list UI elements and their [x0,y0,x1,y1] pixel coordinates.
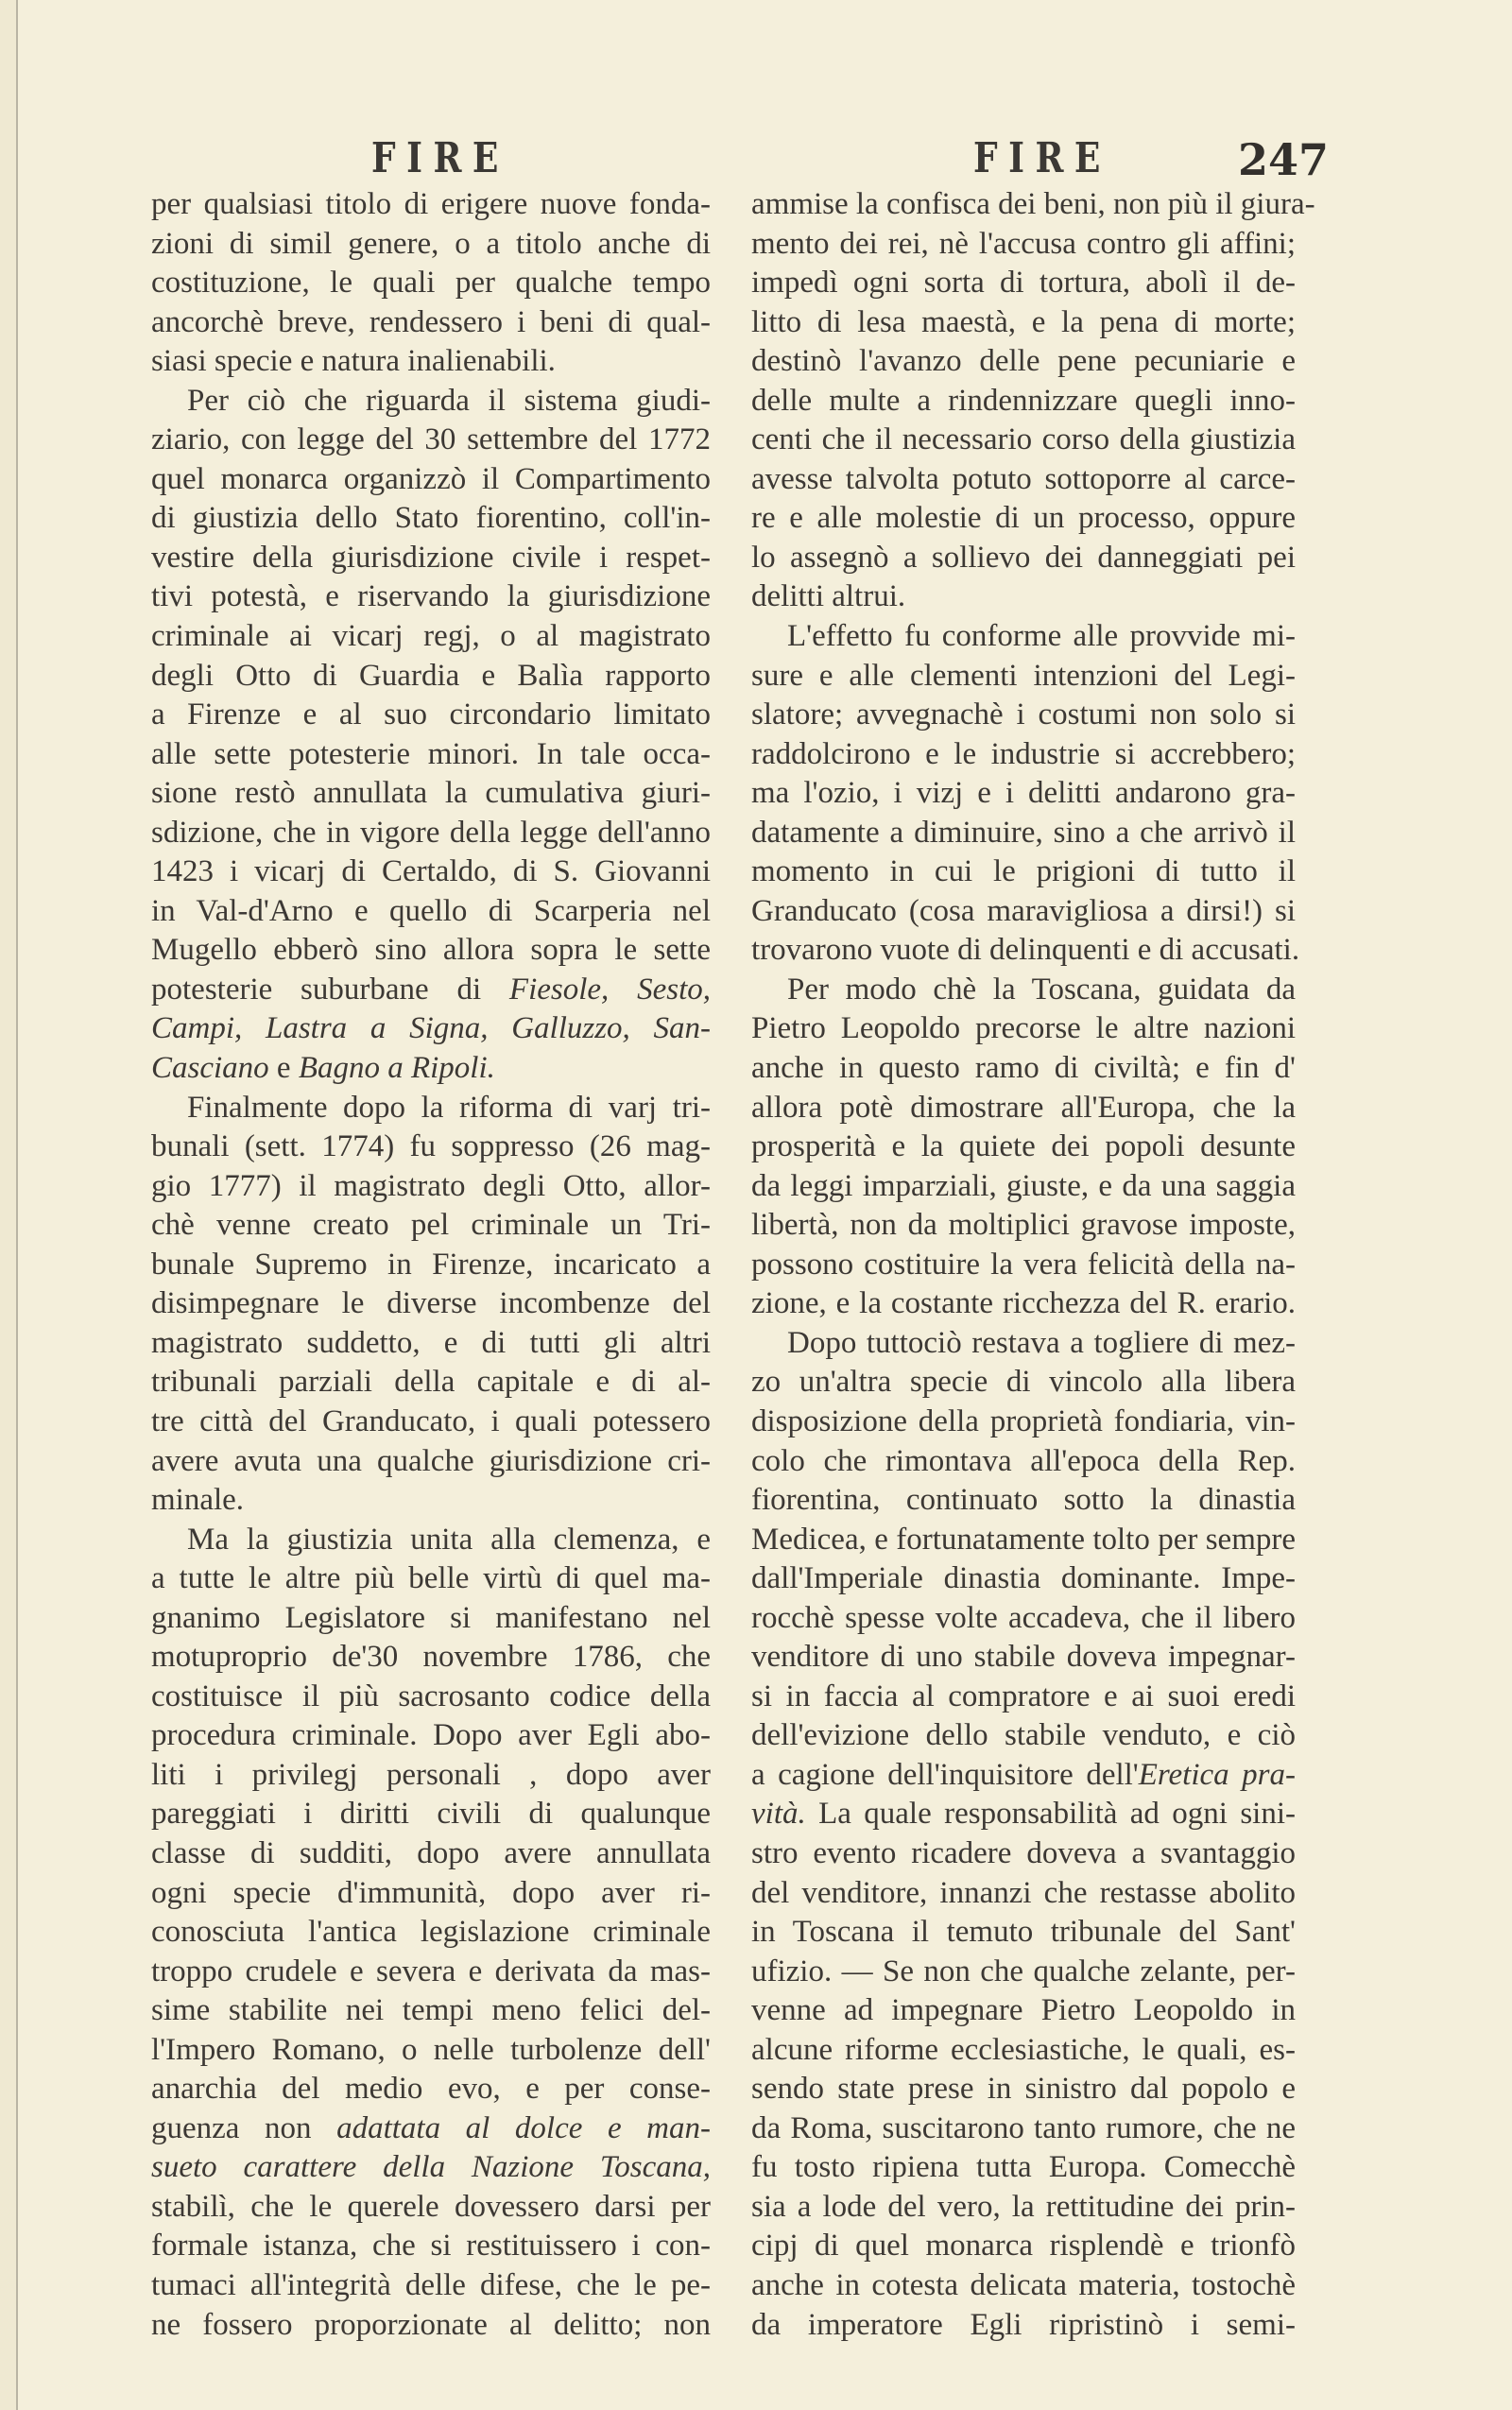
text-line: vestire della giurisdizione civile i respet- [151,540,711,575]
text-line: tivi potestà, e riservando la giurisdizione [151,579,711,614]
text-line: colo che rimontava all'epoca della Rep. [751,1443,1296,1478]
text-line: raddolcirono e le industrie si accrebbero; [751,736,1296,771]
text-line: quel monarca organizzò il Compartimento [151,461,711,496]
text-line: avesse talvolta potuto sottoporre al carce- [751,461,1296,496]
text-line: trovarono vuote di delinquenti e di accusati. [751,933,1300,968]
text-line: ammise la confisca dei beni, non più il giura- [751,187,1315,221]
text-line: delle multe a rindennizzare quegli inno- [751,383,1296,418]
text-line: vità. La quale responsabilità ad ogni sini- [751,1797,1296,1832]
text-line: Pietro Leopoldo precorse le altre nazioni [751,1011,1296,1046]
text-line: ufizio. — Se non che qualche zelante, per- [751,1954,1296,1988]
text-line: da Roma, suscitarono tanto rumore, che ne [751,2110,1296,2145]
text-line: liti i privilegj personali , dopo aver [151,1757,711,1792]
text-line: del venditore, innanzi che restasse abolito [751,1875,1296,1910]
text-line: da imperatore Egli ripristinò i semi- [751,2307,1296,2342]
italic-text: vità. [751,1797,806,1832]
text-line: prosperità e la quiete dei popoli desunte [751,1129,1296,1164]
text-line: potesterie suburbane di Fiesole, Sesto, [151,972,711,1007]
text-line: disposizione della proprietà fondiaria, vin- [751,1403,1296,1438]
text-line: mento dei rei, nè l'accusa contro gli affini; [751,226,1296,261]
text-line: tribunali parziali della capitale e di al- [151,1365,711,1400]
text-line: Granducato (cosa maravigliosa a dirsi!) si [751,893,1296,928]
text-line: degli Otto di Guardia e Balìa rapporto [151,658,711,693]
text-line: siasi specie e natura inalienabili. [151,344,556,379]
text-line: zo un'altra specie di vincolo alla libera [751,1365,1296,1400]
text-line: sure e alle clementi intenzioni del Legi- [751,658,1296,693]
text-line: disimpegnare le diverse incombenze del [151,1286,711,1321]
text-line: gnanimo Legislatore si manifestano nel [151,1600,711,1635]
text-line: ogni specie d'immunità, dopo aver ri- [151,1875,711,1910]
text-line: lo assegnò a sollievo dei danneggiati pei [751,540,1296,575]
italic-text: Bagno a Ripoli. [298,1051,495,1086]
text-line: bunali (sett. 1774) fu soppresso (26 mag- [151,1129,711,1164]
text-line: di giustizia dello Stato fiorentino, coll'in- [151,501,711,536]
text-line: impedì ogni sorta di tortura, abolì il de- [751,266,1296,301]
text-line: guenza non adattata al dolce e man- [151,2110,711,2145]
text-line: Mugello ebberò sino allora sopra le sette [151,933,711,968]
italic-text: Casciano [151,1051,269,1086]
text-line: allora potè dimostrare all'Europa, che la [751,1090,1296,1125]
text-line: delitti altrui. [751,579,906,614]
text-line: fiorentina, continuato sotto la dinastia [751,1483,1296,1518]
text-line: a cagione dell'inquisitore dell'Eretica pra- [751,1757,1296,1792]
text-line: formale istanza, che si restituissero i con- [151,2229,711,2264]
text-line: sione restò annullata la cumulativa giuri- [151,776,711,811]
text-line: a Firenze e al suo circondario limitato [151,697,711,732]
text-line: dall'Imperiale dinastia dominante. Impe- [751,1561,1296,1596]
text-line: momento in cui le prigioni di tutto il [751,854,1296,889]
text-line: Per ciò che riguarda il sistema giudi- [187,383,711,418]
text-line: avere avuta una qualche giurisdizione cri- [151,1443,711,1478]
italic-text: sueto carattere della Nazione Toscana, [151,2150,711,2185]
text-line: procedura criminale. Dopo aver Egli abo- [151,1718,711,1753]
text-line: tre città del Granducato, i quali potessero [151,1403,711,1438]
text-line: zioni di simil genere, o a titolo anche di [151,226,711,261]
text-line: alle sette potesterie minori. In tale occa- [151,736,711,771]
text-line: magistrato suddetto, e di tutti gli altri [151,1325,711,1360]
text-line: slatore; avvegnachè i costumi non solo si [751,697,1296,732]
text-line: pareggiati i diritti civili di qualunque [151,1797,711,1832]
text-line: re e alle molestie di un processo, oppure [751,501,1296,536]
text-line: venditore di uno stabile doveva impegnar- [751,1640,1296,1675]
text-line: a tutte le altre più belle virtù di quel ma- [151,1561,711,1596]
text-line: litto di lesa maestà, e la pena di morte; [751,304,1296,339]
text-line: anche in cotesta delicata materia, tostochè [751,2267,1296,2302]
text-line [151,1009,711,1049]
text-line: Ma la giustizia unita alla clemenza, e [187,1522,711,1557]
text-line: L'effetto fu conforme alle provvide mi- [787,619,1296,654]
text-line: sia a lode del vero, la rettitudine dei prin- [751,2189,1296,2224]
text-line: destinò l'avanzo delle pene pecuniarie e [751,344,1296,379]
italic-text: Campi, Lastra a Signa, Galluzzo, San- [151,1011,711,1046]
text-line: per qualsiasi titolo di erigere nuove fonda- [151,187,711,221]
text-line: Per modo chè la Toscana, guidata da [787,972,1296,1007]
text-line: chè venne creato pel criminale un Tri- [151,1208,711,1243]
text-line: datamente a diminuire, sino a che arrivò il [751,815,1296,850]
text-line: ziario, con legge del 30 settembre del 1772 [151,422,711,457]
text-line [151,2148,711,2188]
page-edge [0,0,18,2410]
text-line: rocchè spesse volte accadeva, che il libero [751,1600,1296,1635]
text-line: libertà, non da moltiplici gravose imposte, [751,1208,1296,1243]
running-head-left: FIRE [371,134,509,182]
text-line: Finalmente dopo la riforma di varj tri- [187,1090,711,1125]
text-line: sendo state prese in sinistro dal popolo e [751,2072,1296,2107]
text-line: minale. [151,1483,245,1518]
text-line: fu tosto ripiena tutta Europa. Comecchè [751,2150,1296,2185]
italic-text: adattata al dolce e man- [336,2110,711,2145]
text-line: conosciuta l'antica legislazione criminale [151,1915,711,1950]
text-line: classe di sudditi, dopo avere annullata [151,1835,711,1870]
text-line: ne fossero proporzionate al delitto; non [151,2307,711,2342]
text-line: Dopo tuttociò restava a togliere di mez- [787,1325,1296,1360]
text-line: Medicea, e fortunatamente tolto per sempre [751,1522,1296,1557]
page-number: 247 [1238,134,1330,185]
text-line: costituisce il più sacrosanto codice della [151,1678,711,1713]
text-line: stabilì, che le querele dovessero darsi per [151,2189,711,2224]
text-line: dell'evizione dello stabile venduto, e ciò [751,1718,1296,1753]
text-line: in Val-d'Arno e quello di Scarperia nel [151,893,711,928]
text-line: 1423 i vicarj di Certaldo, di S. Giovanni [151,854,711,889]
text-line: motuproprio de'30 novembre 1786, che [151,1640,711,1675]
text-line: venne ad impegnare Pietro Leopoldo in [751,1993,1296,2028]
text-line: troppo crudele e severa e derivata da mas- [151,1954,711,1988]
text-line: stro evento ricadere doveva a svantaggio [751,1835,1296,1870]
text-line: ma l'ozio, i vizj e i delitti andarono gra- [751,776,1296,811]
text-line: tumaci all'integrità delle difese, che le pe- [151,2267,711,2302]
text-line: da leggi imparziali, giuste, e da una saggia [751,1168,1296,1203]
text-line: zione, e la costante ricchezza del R. erario. [751,1286,1296,1321]
text-line: ancorchè breve, rendessero i beni di qual- [151,304,711,339]
text-line: bunale Supremo in Firenze, incaricato a [151,1247,711,1282]
text-line: criminale ai vicarj regj, o al magistrato [151,619,711,654]
running-head-right: FIRE [973,134,1111,182]
italic-text: Eretica pra- [1138,1757,1296,1792]
text-line: si in faccia al compratore e ai suoi eredi [751,1678,1296,1713]
text-line: centi che il necessario corso della giustizia [751,422,1296,457]
text-line: sime stabilite nei tempi meno felici del- [151,1993,711,2028]
text-line: in Toscana il temuto tribunale del Sant' [751,1915,1296,1950]
text-column-left [151,185,711,2345]
text-line: Casciano e Bagno a Ripoli. [151,1051,495,1086]
text-line: anarchia del medio evo, e per conse- [151,2072,711,2107]
text-line: alcune riforme ecclesiastiche, le quali, es- [751,2032,1296,2067]
text-line: l'Impero Romano, o nelle turbolenze dell' [151,2032,711,2067]
italic-text: Fiesole, Sesto, [508,972,711,1007]
text-line: cipj di quel monarca risplendè e trionfò [751,2229,1296,2264]
text-line: gio 1777) il magistrato degli Otto, allor- [151,1168,711,1203]
text-line: anche in questo ramo di civiltà; e fin d' [751,1051,1296,1086]
text-line: sdizione, che in vigore della legge dell'anno [151,815,711,850]
text-line: costituzione, le quali per qualche tempo [151,266,711,301]
text-column-right [751,185,1315,2345]
text-line: possono costituire la vera felicità della na- [751,1247,1296,1282]
